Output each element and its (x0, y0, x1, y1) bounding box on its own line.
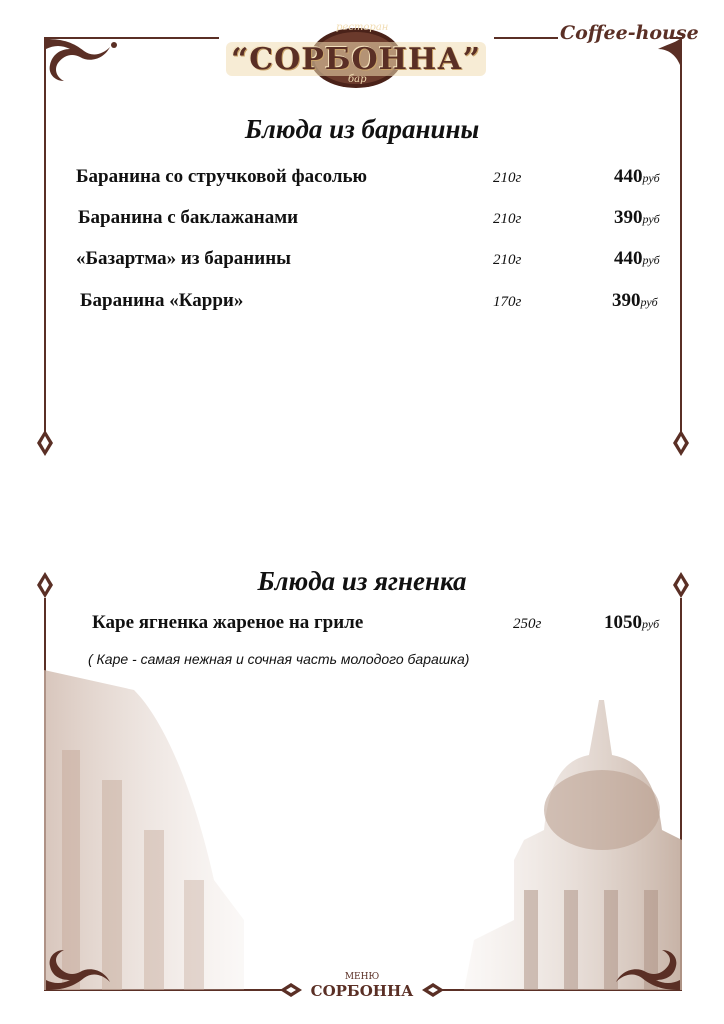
frame-right-line-top (680, 37, 682, 432)
dish-weight: 250г (513, 616, 542, 632)
frame-left-line-top (44, 37, 46, 432)
ornament-bottom-left-icon (44, 950, 124, 992)
section-title-lamb: Блюда из ягненка (257, 566, 467, 596)
dish-note: ( Каре - самая нежная и сочная часть молодого барашка) (88, 651, 470, 667)
logo-bottom-text: бар (348, 74, 367, 85)
dish-name: Баранина со стручковой фасолью (76, 166, 368, 187)
section-title-mutton: Блюда из баранины (244, 114, 480, 144)
dish-price: 440руб (614, 248, 660, 269)
coffee-house-label: Coffee-house (560, 22, 699, 44)
building-background-illustration (44, 660, 682, 990)
dish-name: Баранина с баклажанами (78, 207, 299, 228)
dish-price: 390руб (612, 290, 658, 311)
ornament-bottom-right-icon (602, 950, 682, 992)
ornament-top-left-icon (44, 37, 124, 87)
ornament-left-diamond-icon (36, 430, 54, 456)
footer-left-diamond-icon (280, 983, 302, 997)
dish-name: «Базартма» из баранины (76, 248, 291, 269)
dish-name: Баранина «Карри» (80, 290, 244, 311)
dish-price: 390руб (614, 207, 660, 228)
ornament-right-diamond-icon (672, 430, 690, 456)
logo-top-text: ресторан (336, 22, 389, 33)
dish-price: 1050руб (604, 612, 660, 633)
footer-logo (300, 972, 424, 1008)
dish-weight: 210г (493, 252, 522, 268)
footer-logo-small-text: МЕНЮ (344, 972, 380, 982)
footer-right-diamond-icon (422, 983, 444, 997)
dish-name: Каре ягненка жареное на гриле (92, 612, 364, 633)
dish-weight: 210г (493, 170, 522, 186)
restaurant-logo (218, 18, 494, 90)
footer-logo-brand-text: СОРБОННА (310, 982, 414, 1000)
frame-top-line-right (494, 37, 558, 39)
dish-weight: 170г (493, 294, 522, 310)
dish-weight: 210г (493, 211, 522, 227)
logo-brand-name: “СОРБОННА” (231, 42, 481, 77)
dish-price: 440руб (614, 166, 660, 187)
